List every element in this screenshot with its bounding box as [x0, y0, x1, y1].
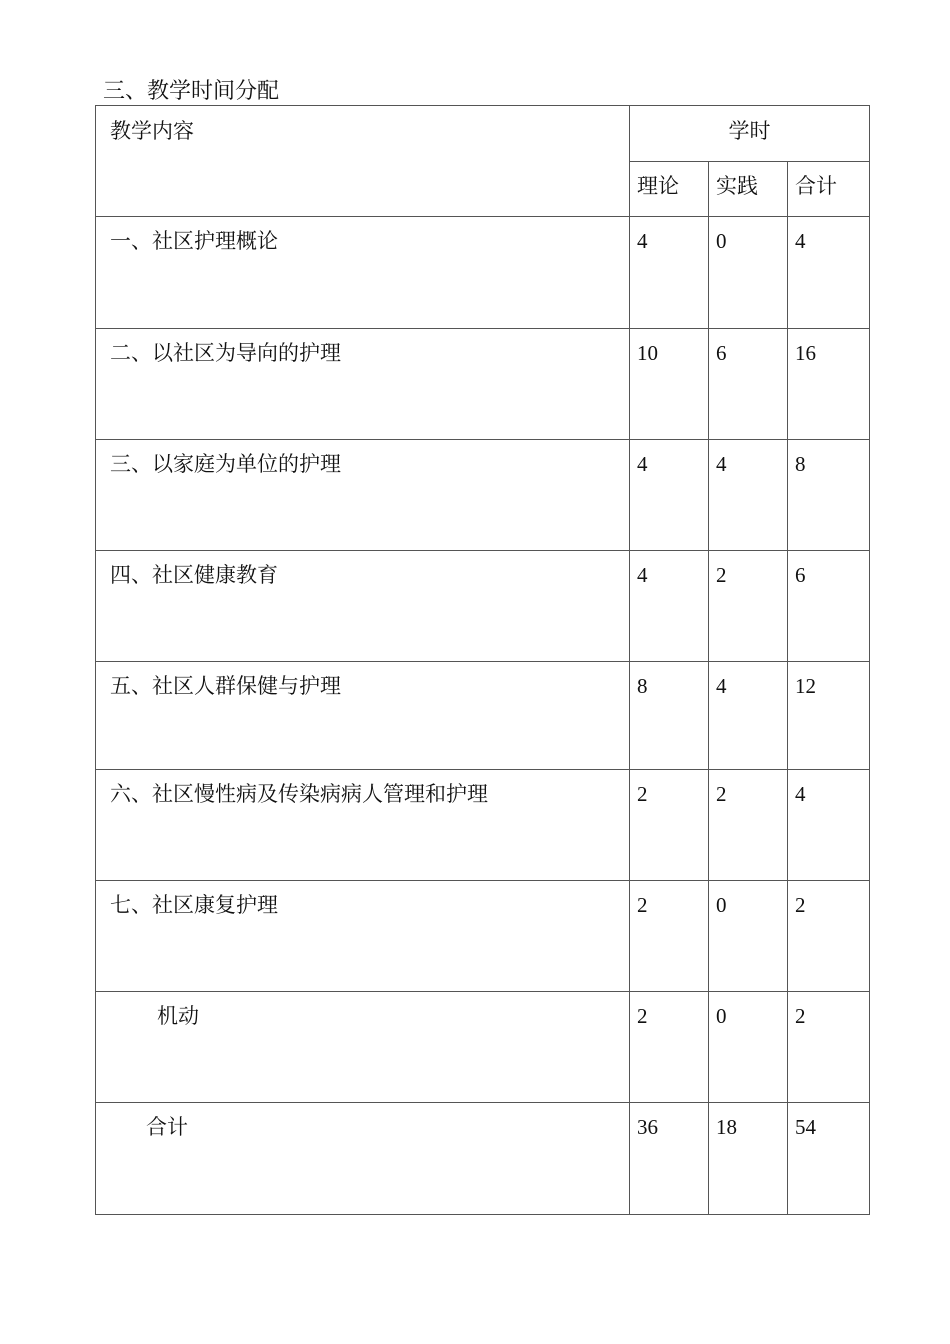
- row-practice: 6: [709, 329, 788, 440]
- row-theory: 2: [630, 992, 709, 1103]
- row-item: 七、社区康复护理: [96, 881, 630, 992]
- table-row: [96, 329, 870, 440]
- table-header-row: [96, 106, 870, 162]
- row-total: 8: [788, 440, 870, 551]
- table-row: [96, 992, 870, 1103]
- header-hours: 学时: [630, 106, 870, 162]
- row-item: 六、社区慢性病及传染病病人管理和护理: [96, 770, 630, 881]
- table-row: [96, 881, 870, 992]
- row-theory: 10: [630, 329, 709, 440]
- row-practice: 0: [709, 217, 788, 329]
- header-content: 教学内容: [96, 106, 630, 217]
- row-practice: 18: [709, 1103, 788, 1215]
- row-theory: 4: [630, 440, 709, 551]
- row-practice: 2: [709, 551, 788, 662]
- row-item: 三、以家庭为单位的护理: [96, 440, 630, 551]
- header-theory: 理论: [630, 162, 709, 217]
- table-row: [96, 217, 870, 329]
- row-item: 一、社区护理概论: [96, 217, 630, 329]
- row-theory: 2: [630, 770, 709, 881]
- row-practice: 0: [709, 992, 788, 1103]
- row-total: 6: [788, 551, 870, 662]
- header-practice: 实践: [709, 162, 788, 217]
- row-total: 16: [788, 329, 870, 440]
- row-item: 五、社区人群保健与护理: [96, 662, 630, 770]
- row-total: 12: [788, 662, 870, 770]
- table-row: [96, 440, 870, 551]
- row-theory: 4: [630, 217, 709, 329]
- table-row: [96, 770, 870, 881]
- section-heading: 三、教学时间分配: [103, 79, 280, 104]
- row-practice: 4: [709, 440, 788, 551]
- row-total: 2: [788, 881, 870, 992]
- table-row: [96, 551, 870, 662]
- row-total: 4: [788, 770, 870, 881]
- row-item: 四、社区健康教育: [96, 551, 630, 662]
- row-theory: 8: [630, 662, 709, 770]
- row-item: 二、以社区为导向的护理: [96, 329, 630, 440]
- row-theory: 36: [630, 1103, 709, 1215]
- row-total: 2: [788, 992, 870, 1103]
- row-total: 4: [788, 217, 870, 329]
- time-allocation-table: [95, 105, 870, 1215]
- row-item: 合计: [96, 1103, 630, 1215]
- row-theory: 2: [630, 881, 709, 992]
- row-practice: 0: [709, 881, 788, 992]
- row-total: 54: [788, 1103, 870, 1215]
- row-theory: 4: [630, 551, 709, 662]
- header-total: 合计: [788, 162, 870, 217]
- row-item: 机动: [96, 992, 630, 1103]
- table-row: [96, 662, 870, 770]
- table-row-total: [96, 1103, 870, 1215]
- row-practice: 2: [709, 770, 788, 881]
- row-practice: 4: [709, 662, 788, 770]
